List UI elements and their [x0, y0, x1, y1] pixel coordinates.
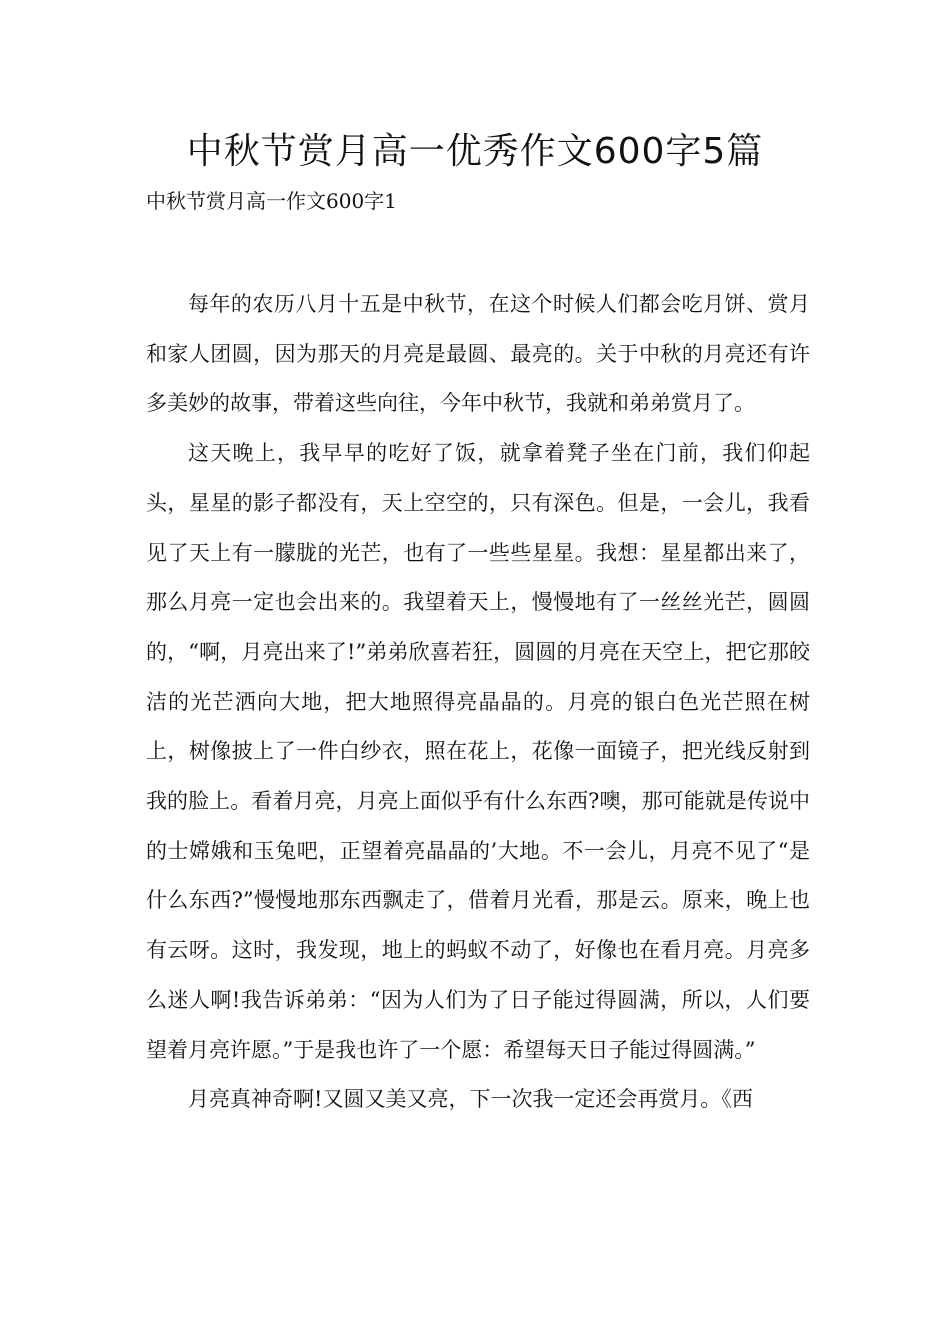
- paragraph-1: 每年的农历八月十五是中秋节，在这个时候人们都会吃月饼、赏月和家人团圆，因为那天的月亮是最圆、最亮的。关于中秋的月亮还有许多美妙的故事，带着这些向往，今年中秋节，我就和弟弟赏月了。: [146, 292, 810, 416]
- section-heading: 中秋节赏月高一作文600字1: [146, 189, 397, 213]
- paragraph-3: 月亮真神奇啊!又圆又美又亮，下一次我一定还会再赏月。《西: [188, 1087, 753, 1112]
- document-title: 中秋节赏月高一优秀作文600字5篇: [186, 131, 764, 172]
- paragraph-2: 这天晚上，我早早的吃好了饭，就拿着凳子坐在门前，我们仰起头，星星的影子都没有，天上空空的，只有深色。但是，一会儿，我看见了天上有一朦胧的光芒，也有了一些些星星。我想：星星都出来了，那么月亮一定也会出来的。我望着天上，慢慢地有了一丝丝光芒，圆圆的，“啊，月亮出来了!”弟弟欣喜若狂，圆圆的月亮在天空上，把它那皎洁的光芒洒向大地，把大地照得亮晶晶的。月亮的银白色光芒照在树上，树像披上了一件白纱衣，照在花上，花像一面镜子，把光线反射到我的脸上。看着月亮，月亮上面似乎有什么东西?噢，那可能就是传说中的士嫦娥和玉兔吧，正望着亮晶晶的’大地。不一会儿，月亮不见了“是什么东西?”慢慢地那东西飘走了，借着月光看，那是云。原来，晚上也有云呀。这时，我发现，地上的蚂蚁不动了，好像也在看月亮。月亮多么迷人啊!我告诉弟弟：“因为人们为了日子能过得圆满，所以，人们要望着月亮许愿。”于是我也许了一个愿：希望每天日子能过得圆满。”: [146, 441, 810, 1062]
- essay-body: [146, 280, 810, 1125]
